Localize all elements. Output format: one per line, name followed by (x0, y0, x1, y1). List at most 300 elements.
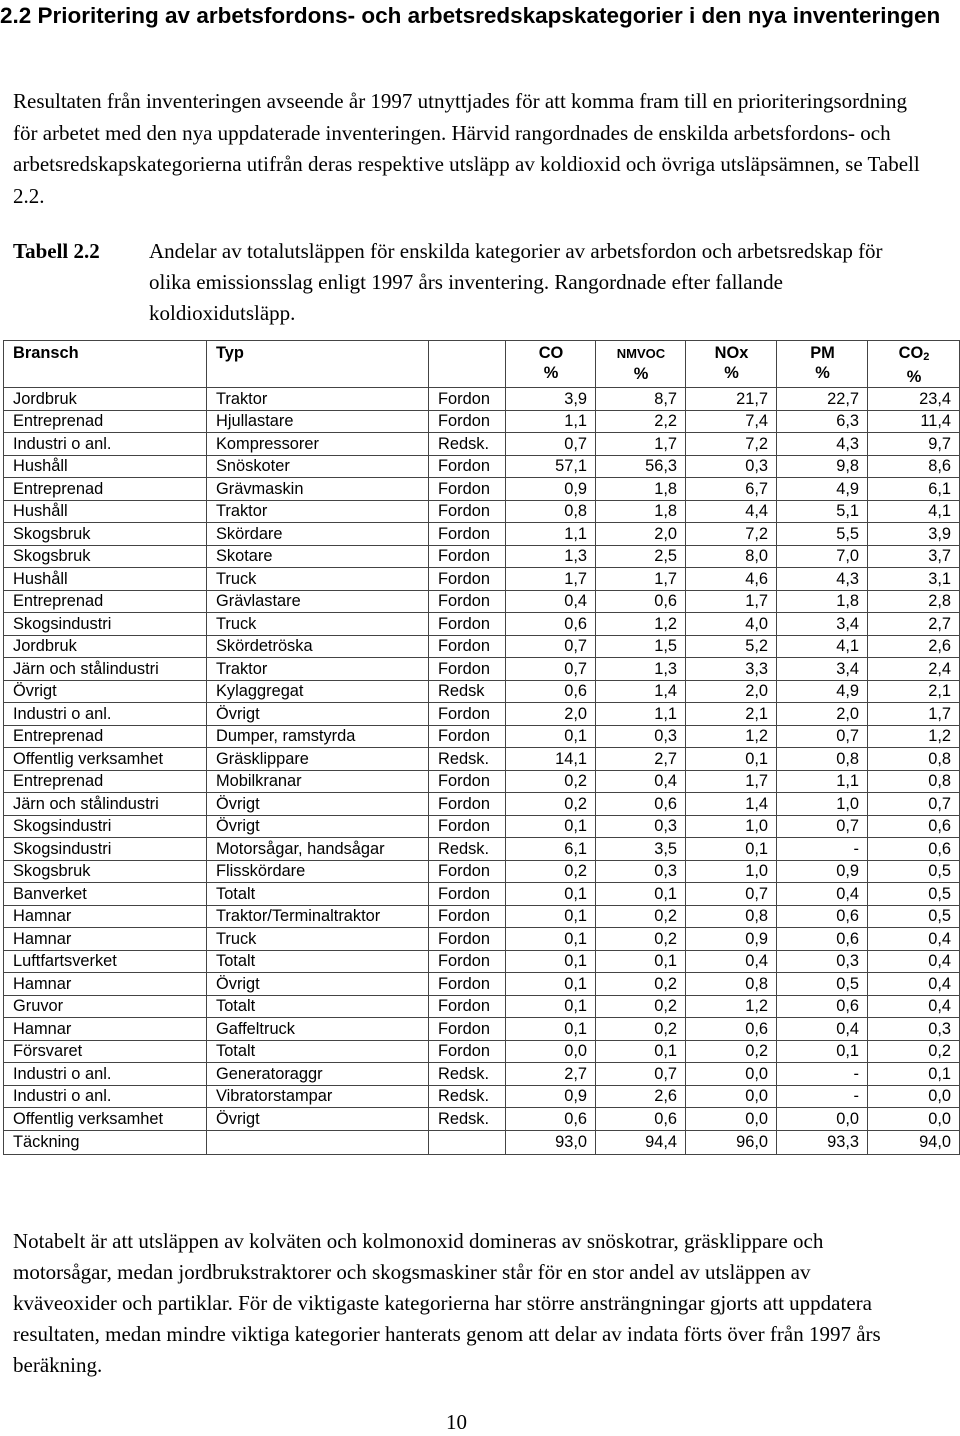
emissions-table (3, 340, 960, 1155)
total-nmvoc: 94,4 (596, 1130, 686, 1154)
cell-kind: Fordon (429, 658, 506, 681)
cell-nmvoc: 0,3 (596, 725, 686, 748)
cell-pm: 4,1 (777, 635, 868, 658)
cell-kind: Fordon (429, 725, 506, 748)
cell-kind: Redsk. (429, 1085, 506, 1108)
table-row (4, 1040, 960, 1063)
cell-nmvoc: 0,7 (596, 1063, 686, 1086)
cell-nmvoc: 1,8 (596, 500, 686, 523)
cell-co: 1,1 (506, 410, 596, 433)
cell-bransch: Hushåll (4, 455, 207, 478)
cell-nox: 1,2 (686, 725, 777, 748)
cell-bransch: Industri o anl. (4, 1085, 207, 1108)
cell-kind: Fordon (429, 950, 506, 973)
table-row (4, 388, 960, 411)
table-total-row (4, 1130, 960, 1154)
cell-kind: Fordon (429, 455, 506, 478)
cell-bransch: Hamnar (4, 928, 207, 951)
cell-bransch: Hushåll (4, 500, 207, 523)
cell-nmvoc: 1,5 (596, 635, 686, 658)
cell-typ: Vibratorstampar (207, 1085, 429, 1108)
cell-pm: 2,0 (777, 703, 868, 726)
cell-nmvoc: 3,5 (596, 838, 686, 861)
cell-co2: 0,8 (868, 748, 960, 771)
cell-nmvoc: 2,7 (596, 748, 686, 771)
table-row (4, 703, 960, 726)
cell-kind: Fordon (429, 905, 506, 928)
cell-bransch: Skogsbruk (4, 545, 207, 568)
cell-co: 0,1 (506, 973, 596, 996)
header-co (506, 341, 596, 388)
table-row (4, 478, 960, 501)
cell-typ: Grävlastare (207, 590, 429, 613)
header-nox-unit: % (724, 364, 739, 382)
cell-co2: 0,7 (868, 793, 960, 816)
cell-typ: Hjullastare (207, 410, 429, 433)
cell-typ: Grävmaskin (207, 478, 429, 501)
cell-co2: 0,5 (868, 860, 960, 883)
cell-co: 0,1 (506, 995, 596, 1018)
cell-kind: Redsk (429, 680, 506, 703)
total-co2: 94,0 (868, 1130, 960, 1154)
cell-pm: 4,3 (777, 568, 868, 591)
cell-typ: Skördetröska (207, 635, 429, 658)
total-co: 93,0 (506, 1130, 596, 1154)
cell-bransch: Jordbruk (4, 388, 207, 411)
cell-typ: Kompressorer (207, 433, 429, 456)
cell-nox: 7,2 (686, 523, 777, 546)
cell-pm: 1,0 (777, 793, 868, 816)
cell-co: 1,1 (506, 523, 596, 546)
cell-nox: 0,7 (686, 883, 777, 906)
cell-nmvoc: 0,4 (596, 770, 686, 793)
cell-kind: Fordon (429, 410, 506, 433)
cell-pm: 0,5 (777, 973, 868, 996)
table-row (4, 500, 960, 523)
cell-nox: 1,0 (686, 860, 777, 883)
cell-bransch: Entreprenad (4, 478, 207, 501)
cell-co: 0,1 (506, 883, 596, 906)
cell-bransch: Industri o anl. (4, 433, 207, 456)
cell-typ: Traktor (207, 500, 429, 523)
cell-nmvoc: 2,2 (596, 410, 686, 433)
cell-co: 0,1 (506, 905, 596, 928)
table-row (4, 860, 960, 883)
cell-nox: 7,4 (686, 410, 777, 433)
cell-typ: Generatoraggr (207, 1063, 429, 1086)
cell-kind: Redsk. (429, 748, 506, 771)
cell-nox: 4,6 (686, 568, 777, 591)
cell-co: 0,9 (506, 1085, 596, 1108)
cell-co: 0,0 (506, 1040, 596, 1063)
cell-pm: 4,3 (777, 433, 868, 456)
cell-nmvoc: 2,6 (596, 1085, 686, 1108)
cell-nmvoc: 0,2 (596, 1018, 686, 1041)
table-row (4, 433, 960, 456)
cell-kind: Fordon (429, 500, 506, 523)
cell-pm: 1,1 (777, 770, 868, 793)
cell-kind: Fordon (429, 523, 506, 546)
cell-co: 1,7 (506, 568, 596, 591)
cell-nmvoc: 0,1 (596, 1040, 686, 1063)
header-nmvoc-unit: % (633, 365, 649, 383)
cell-co2: 3,9 (868, 523, 960, 546)
cell-typ: Övrigt (207, 703, 429, 726)
cell-nmvoc: 1,7 (596, 433, 686, 456)
cell-nox: 4,4 (686, 500, 777, 523)
table-body (4, 388, 960, 1131)
cell-typ: Dumper, ramstyrda (207, 725, 429, 748)
table-row (4, 410, 960, 433)
cell-pm: 0,6 (777, 995, 868, 1018)
page-number: 10 (446, 1410, 467, 1434)
cell-co2: 1,7 (868, 703, 960, 726)
cell-kind: Fordon (429, 973, 506, 996)
cell-bransch: Offentlig verksamhet (4, 1108, 207, 1131)
cell-pm: 4,9 (777, 680, 868, 703)
cell-nox: 0,3 (686, 455, 777, 478)
cell-nox: 4,0 (686, 613, 777, 636)
table-row (4, 1018, 960, 1041)
cell-nmvoc: 1,4 (596, 680, 686, 703)
cell-pm: 0,8 (777, 748, 868, 771)
cell-nmvoc: 0,2 (596, 995, 686, 1018)
cell-nox: 0,8 (686, 973, 777, 996)
cell-typ: Truck (207, 568, 429, 591)
cell-pm: 0,6 (777, 928, 868, 951)
cell-co2: 0,2 (868, 1040, 960, 1063)
cell-nmvoc: 0,6 (596, 590, 686, 613)
cell-nmvoc: 2,5 (596, 545, 686, 568)
table-row (4, 950, 960, 973)
cell-pm: 7,0 (777, 545, 868, 568)
cell-co: 2,0 (506, 703, 596, 726)
cell-pm: 0,1 (777, 1040, 868, 1063)
cell-nox: 2,1 (686, 703, 777, 726)
cell-bransch: Banverket (4, 883, 207, 906)
cell-kind: Fordon (429, 995, 506, 1018)
cell-kind: Fordon (429, 770, 506, 793)
table-row (4, 905, 960, 928)
cell-nmvoc: 0,3 (596, 860, 686, 883)
cell-kind: Fordon (429, 590, 506, 613)
cell-co2: 0,4 (868, 973, 960, 996)
total-nox: 96,0 (686, 1130, 777, 1154)
cell-bransch: Gruvor (4, 995, 207, 1018)
cell-co: 0,1 (506, 1018, 596, 1041)
cell-co: 0,1 (506, 815, 596, 838)
cell-co: 6,1 (506, 838, 596, 861)
cell-kind: Fordon (429, 815, 506, 838)
cell-nox: 0,0 (686, 1063, 777, 1086)
cell-co2: 0,0 (868, 1085, 960, 1108)
table-row (4, 770, 960, 793)
cell-bransch: Skogsbruk (4, 860, 207, 883)
cell-nmvoc: 1,2 (596, 613, 686, 636)
cell-bransch: Skogsbruk (4, 523, 207, 546)
cell-typ: Motorsågar, handsågar (207, 838, 429, 861)
cell-typ: Snöskoter (207, 455, 429, 478)
cell-kind: Fordon (429, 545, 506, 568)
cell-co: 3,9 (506, 388, 596, 411)
cell-co2: 2,4 (868, 658, 960, 681)
cell-kind: Fordon (429, 478, 506, 501)
cell-pm: 5,1 (777, 500, 868, 523)
cell-nmvoc: 1,1 (596, 703, 686, 726)
cell-typ: Övrigt (207, 973, 429, 996)
cell-pm: 0,7 (777, 725, 868, 748)
cell-pm: 0,7 (777, 815, 868, 838)
cell-pm: 4,9 (777, 478, 868, 501)
cell-bransch: Jordbruk (4, 635, 207, 658)
cell-nox: 1,0 (686, 815, 777, 838)
cell-bransch: Hamnar (4, 1018, 207, 1041)
cell-kind: Fordon (429, 1040, 506, 1063)
header-bransch: Bransch (4, 341, 207, 388)
cell-co2: 0,4 (868, 995, 960, 1018)
cell-kind: Fordon (429, 568, 506, 591)
cell-nmvoc: 0,6 (596, 1108, 686, 1131)
cell-co2: 0,0 (868, 1108, 960, 1131)
table-row (4, 658, 960, 681)
header-co2-subscript: 2 (923, 351, 930, 363)
cell-co: 0,9 (506, 478, 596, 501)
total-label: Täckning (4, 1130, 207, 1154)
table-row (4, 838, 960, 861)
cell-bransch: Entreprenad (4, 590, 207, 613)
cell-co2: 0,6 (868, 815, 960, 838)
cell-nmvoc: 1,8 (596, 478, 686, 501)
cell-typ: Kylaggregat (207, 680, 429, 703)
cell-nox: 1,4 (686, 793, 777, 816)
cell-nox: 1,7 (686, 770, 777, 793)
intro-paragraph: Resultaten från inventeringen avseende år 1997 utnyttjades för att komma fram till en prioriteringsordning för arbetet med den nya uppdaterade inventeringen. Härvid rangordnades de enskilda arbetsfordons- och arbetsredskapskategorierna utifrån deras respektive utsläpp av koldioxid och övriga utsläpsämnen, se Tabell 2.2. (13, 89, 920, 208)
header-kind (429, 341, 506, 388)
table-row (4, 928, 960, 951)
cell-co: 14,1 (506, 748, 596, 771)
cell-nmvoc: 0,2 (596, 973, 686, 996)
cell-nox: 8,0 (686, 545, 777, 568)
cell-kind: Redsk. (429, 838, 506, 861)
cell-bransch: Övrigt (4, 680, 207, 703)
cell-kind: Fordon (429, 793, 506, 816)
cell-pm: 0,6 (777, 905, 868, 928)
cell-co2: 11,4 (868, 410, 960, 433)
table-row (4, 883, 960, 906)
cell-typ: Traktor (207, 658, 429, 681)
cell-co: 0,2 (506, 770, 596, 793)
table-header-row (4, 341, 960, 388)
header-pm-label: PM (810, 344, 835, 362)
cell-nox: 0,4 (686, 950, 777, 973)
table-row (4, 590, 960, 613)
cell-co2: 9,7 (868, 433, 960, 456)
cell-typ: Totalt (207, 995, 429, 1018)
cell-bransch: Luftfartsverket (4, 950, 207, 973)
cell-kind: Fordon (429, 703, 506, 726)
header-typ: Typ (207, 341, 429, 388)
cell-co2: 3,7 (868, 545, 960, 568)
cell-bransch: Hamnar (4, 973, 207, 996)
table-row (4, 523, 960, 546)
cell-pm: - (777, 1085, 868, 1108)
cell-pm: 3,4 (777, 658, 868, 681)
cell-co: 0,6 (506, 613, 596, 636)
header-nmvoc (596, 341, 686, 388)
cell-nox: 21,7 (686, 388, 777, 411)
table-row (4, 568, 960, 591)
table-row (4, 635, 960, 658)
table-row (4, 995, 960, 1018)
cell-co: 0,1 (506, 725, 596, 748)
header-pm (777, 341, 868, 388)
cell-typ: Skördare (207, 523, 429, 546)
cell-co2: 2,7 (868, 613, 960, 636)
table-row (4, 455, 960, 478)
cell-co2: 0,5 (868, 883, 960, 906)
cell-kind: Redsk. (429, 433, 506, 456)
cell-pm: 9,8 (777, 455, 868, 478)
cell-typ: Truck (207, 613, 429, 636)
table-row (4, 1063, 960, 1086)
table-row (4, 793, 960, 816)
table-caption-text: Andelar av totalutsläppen för enskilda kategorier av arbetsfordon och arbetsredskap för olika emissionsslag enligt 1997 års inventering. Rangordnade efter fallande koldioxidutsläpp. (149, 239, 883, 325)
cell-nmvoc: 0,6 (596, 793, 686, 816)
cell-bransch: Industri o anl. (4, 1063, 207, 1086)
table-row (4, 613, 960, 636)
cell-co2: 23,4 (868, 388, 960, 411)
cell-pm: - (777, 838, 868, 861)
cell-typ: Truck (207, 928, 429, 951)
cell-pm: 5,5 (777, 523, 868, 546)
cell-co: 0,7 (506, 658, 596, 681)
cell-bransch: Skogsindustri (4, 815, 207, 838)
cell-kind: Fordon (429, 388, 506, 411)
header-co2-label: CO (898, 344, 924, 362)
cell-co: 1,3 (506, 545, 596, 568)
header-co2 (868, 341, 960, 388)
cell-nmvoc: 1,3 (596, 658, 686, 681)
cell-typ: Totalt (207, 1040, 429, 1063)
table-row (4, 1085, 960, 1108)
cell-bransch: Entreprenad (4, 725, 207, 748)
cell-typ: Mobilkranar (207, 770, 429, 793)
cell-kind: Fordon (429, 1018, 506, 1041)
cell-pm: 1,8 (777, 590, 868, 613)
cell-nox: 7,2 (686, 433, 777, 456)
cell-bransch: Järn och stålindustri (4, 793, 207, 816)
cell-co: 0,1 (506, 928, 596, 951)
cell-nmvoc: 0,2 (596, 905, 686, 928)
cell-nmvoc: 56,3 (596, 455, 686, 478)
cell-bransch: Skogsindustri (4, 838, 207, 861)
cell-kind: Redsk. (429, 1108, 506, 1131)
header-nmvoc-label: NMVOC (616, 346, 666, 361)
cell-co2: 0,4 (868, 950, 960, 973)
cell-co2: 3,1 (868, 568, 960, 591)
cell-pm: 0,3 (777, 950, 868, 973)
cell-kind: Fordon (429, 860, 506, 883)
header-co-unit: % (543, 364, 559, 382)
cell-nmvoc: 1,7 (596, 568, 686, 591)
cell-bransch: Industri o anl. (4, 703, 207, 726)
cell-co2: 1,2 (868, 725, 960, 748)
cell-nox: 0,8 (686, 905, 777, 928)
cell-nmvoc: 2,0 (596, 523, 686, 546)
cell-pm: 0,9 (777, 860, 868, 883)
cell-nox: 0,0 (686, 1108, 777, 1131)
cell-co2: 6,1 (868, 478, 960, 501)
cell-pm: 22,7 (777, 388, 868, 411)
cell-co: 0,4 (506, 590, 596, 613)
cell-typ: Flisskördare (207, 860, 429, 883)
cell-bransch: Skogsindustri (4, 613, 207, 636)
cell-co2: 0,1 (868, 1063, 960, 1086)
header-co-label: CO (538, 344, 564, 362)
cell-co: 0,2 (506, 860, 596, 883)
cell-nmvoc: 8,7 (596, 388, 686, 411)
cell-nmvoc: 0,1 (596, 883, 686, 906)
cell-kind: Fordon (429, 928, 506, 951)
cell-co2: 0,5 (868, 905, 960, 928)
cell-typ: Traktor (207, 388, 429, 411)
cell-pm: 3,4 (777, 613, 868, 636)
cell-nmvoc: 0,2 (596, 928, 686, 951)
cell-pm: 0,4 (777, 883, 868, 906)
section-heading: 2.2 Prioritering av arbetsfordons- och arbetsredskapskategorier i den nya inventeringen (0, 3, 941, 28)
cell-co2: 2,8 (868, 590, 960, 613)
cell-nox: 3,3 (686, 658, 777, 681)
total-pm: 93,3 (777, 1130, 868, 1154)
cell-nox: 2,0 (686, 680, 777, 703)
cell-co: 0,1 (506, 950, 596, 973)
header-co2-unit: % (906, 368, 922, 386)
cell-typ: Övrigt (207, 793, 429, 816)
cell-nmvoc: 0,1 (596, 950, 686, 973)
table-row (4, 725, 960, 748)
cell-co: 0,7 (506, 433, 596, 456)
cell-nox: 1,7 (686, 590, 777, 613)
cell-typ: Gräsklippare (207, 748, 429, 771)
cell-co: 57,1 (506, 455, 596, 478)
table-row (4, 1108, 960, 1131)
cell-bransch: Hushåll (4, 568, 207, 591)
cell-co2: 0,8 (868, 770, 960, 793)
cell-co2: 0,6 (868, 838, 960, 861)
cell-co: 0,2 (506, 793, 596, 816)
table-row (4, 545, 960, 568)
cell-pm: - (777, 1063, 868, 1086)
cell-bransch: Entreprenad (4, 770, 207, 793)
header-pm-unit: % (815, 364, 830, 382)
total-empty-typ (207, 1130, 429, 1154)
cell-typ: Övrigt (207, 815, 429, 838)
cell-nox: 0,0 (686, 1085, 777, 1108)
cell-co: 2,7 (506, 1063, 596, 1086)
table-caption-label: Tabell 2.2 (13, 239, 100, 263)
cell-kind: Fordon (429, 635, 506, 658)
table-row (4, 815, 960, 838)
cell-typ: Övrigt (207, 1108, 429, 1131)
cell-typ: Totalt (207, 950, 429, 973)
cell-nox: 0,9 (686, 928, 777, 951)
cell-kind: Fordon (429, 613, 506, 636)
table-row (4, 748, 960, 771)
total-empty-kind (429, 1130, 506, 1154)
cell-co: 0,6 (506, 680, 596, 703)
table-row (4, 680, 960, 703)
cell-bransch: Hamnar (4, 905, 207, 928)
